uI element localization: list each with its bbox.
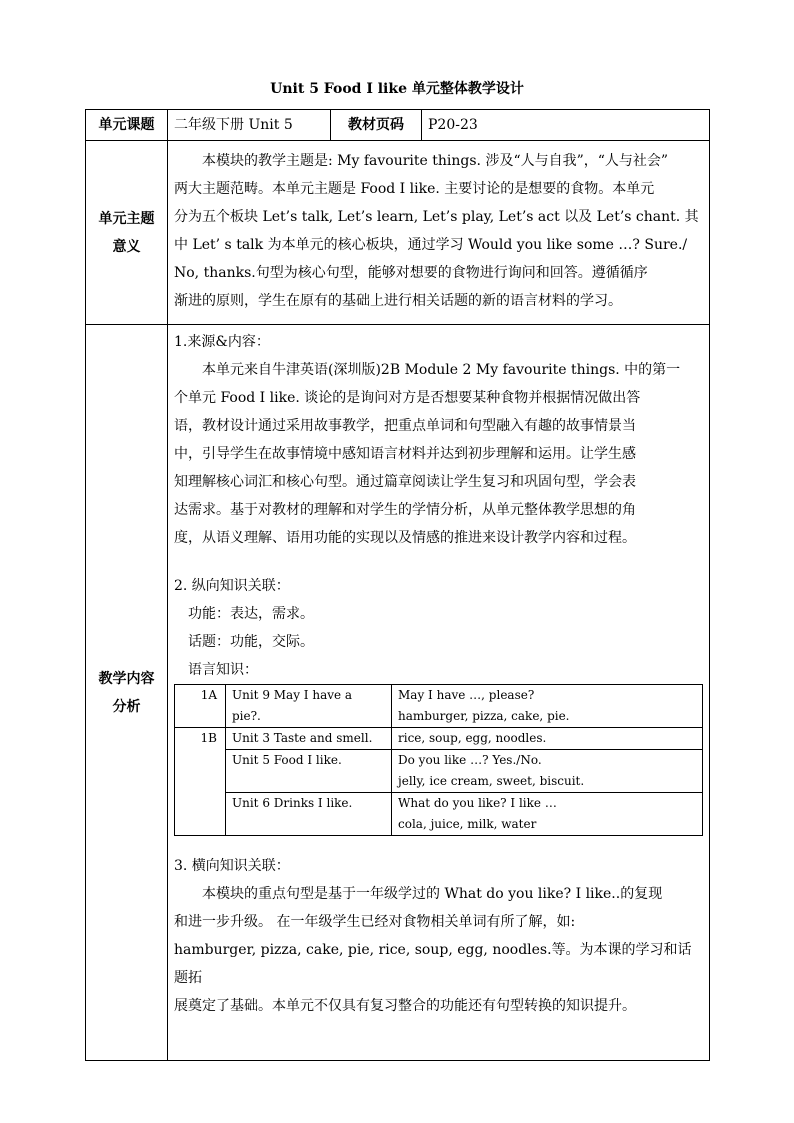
grade-cell: 1B — [175, 728, 226, 836]
meaning-label-line2: 意义 — [112, 238, 141, 255]
section1-line: 语，教材设计通过采用故事教学，把重点单词和句型融入有趣的故事情景当 — [174, 418, 636, 434]
section3-title: 3. 横向知识关联： — [174, 858, 290, 874]
content-cell — [392, 793, 703, 836]
meaning-line: 中 Let’ s talk 为本单元的核心板块，通过学习 Would you like some …? Sure./ — [174, 237, 688, 253]
content-line: cola, juice, milk, water — [398, 817, 537, 831]
meaning-line: No, thanks.句型为核心句型，能够对想要的食物进行询问和回答。遵循循序 — [174, 265, 648, 281]
content-line: May I have …, please? — [398, 688, 535, 702]
section3-line: 展奠定了基础。本单元不仅具有复习整合的功能还有句型转换的知识提升。 — [174, 998, 636, 1014]
unit-cell: Unit 5 Food I like. — [226, 750, 392, 793]
section3-line: hamburger, pizza, cake, pie, rice, soup, egg, noodles.等。为本课的学习和话题拓 — [174, 942, 692, 986]
content-line: jelly, ice cream, sweet, biscuit. — [398, 774, 585, 788]
header-row — [86, 110, 710, 141]
knowledge-row — [175, 793, 703, 836]
meaning-line: 本模块的教学主题是: My favourite things. 涉及“人与自我”，“人与社会” — [202, 153, 669, 169]
analysis-label-line2: 分析 — [112, 698, 141, 715]
knowledge-table — [174, 684, 703, 836]
section1-line: 个单元 Food I like. 谈论的是询问对方是否想要某种食物并根据情况做出答 — [174, 390, 641, 406]
grade-cell: 1A — [175, 685, 226, 728]
meaning-line: 渐进的原则，学生在原有的基础上进行相关话题的新的语言材料的学习。 — [174, 293, 622, 309]
unit-value: 二年级下册 Unit 5 — [168, 110, 331, 141]
analysis-label — [86, 325, 168, 1061]
section3-line: 和进一步升级。 在一年级学生已经对食物相关单词有所了解，如: — [174, 914, 576, 930]
analysis-content — [168, 325, 710, 1061]
meaning-label — [86, 141, 168, 325]
content-cell — [392, 750, 703, 793]
analysis-label-line1: 教学内容 — [98, 670, 155, 687]
lesson-design-table — [85, 109, 710, 1061]
content-cell — [392, 685, 703, 728]
section1-line: 本单元来自牛津英语(深圳版)2B Module 2 My favourite things. 中的第一 — [202, 362, 681, 378]
page-label: 教材页码 — [331, 110, 422, 141]
section3-line: 本模块的重点句型是基于一年级学过的 What do you like? I like..的复现 — [202, 886, 663, 902]
unit-line: pie?. — [232, 709, 261, 723]
knowledge-row — [175, 750, 703, 793]
page-value: P20-23 — [422, 110, 710, 141]
unit-cell — [226, 685, 392, 728]
function-line: 功能：表达，需求。 — [188, 606, 314, 622]
content-line: Do you like …? Yes./No. — [398, 753, 542, 767]
document-title: Unit 5 Food I like 单元整体教学设计 — [270, 81, 524, 97]
knowledge-row — [175, 728, 703, 750]
meaning-line: 分为五个板块 Let’s talk, Let’s learn, Let’s play, Let’s act 以及 Let’s chant. 其 — [174, 209, 699, 225]
unit-line: Unit 9 May I have a — [232, 688, 353, 702]
section1-line: 中，引导学生在故事情境中感知语言材料并达到初步理解和运用。让学生感 — [174, 446, 636, 462]
meaning-content — [168, 141, 710, 325]
unit-cell: Unit 6 Drinks I like. — [226, 793, 392, 836]
topic-line: 话题：功能，交际。 — [188, 634, 314, 650]
content-line: What do you like? I like … — [398, 796, 557, 810]
section1-title: 1.来源&内容： — [174, 334, 270, 350]
content-cell: rice, soup, egg, noodles. — [392, 728, 703, 750]
knowledge-row — [175, 685, 703, 728]
section1-line: 达需求。基于对教材的理解和对学生的学情分析，从单元整体教学思想的角 — [174, 502, 636, 518]
content-line: hamburger, pizza, cake, pie. — [398, 709, 570, 723]
section1-line: 知理解核心词汇和核心句型。通过篇章阅读让学生复习和巩固句型，学会表 — [174, 474, 636, 490]
unit-cell: Unit 3 Taste and smell. — [226, 728, 392, 750]
knowledge-line: 语言知识： — [188, 662, 258, 678]
unit-label: 单元课题 — [86, 110, 168, 141]
section1-line: 度，从语义理解、语用功能的实现以及情感的推进来设计教学内容和过程。 — [174, 530, 636, 546]
meaning-line: 两大主题范畴。本单元主题是 Food I like. 主要讨论的是想要的食物。本单元 — [174, 181, 655, 197]
section2-title: 2. 纵向知识关联： — [174, 578, 290, 594]
meaning-label-line1: 单元主题 — [98, 210, 155, 227]
analysis-row — [86, 325, 710, 1061]
meaning-row — [86, 141, 710, 325]
